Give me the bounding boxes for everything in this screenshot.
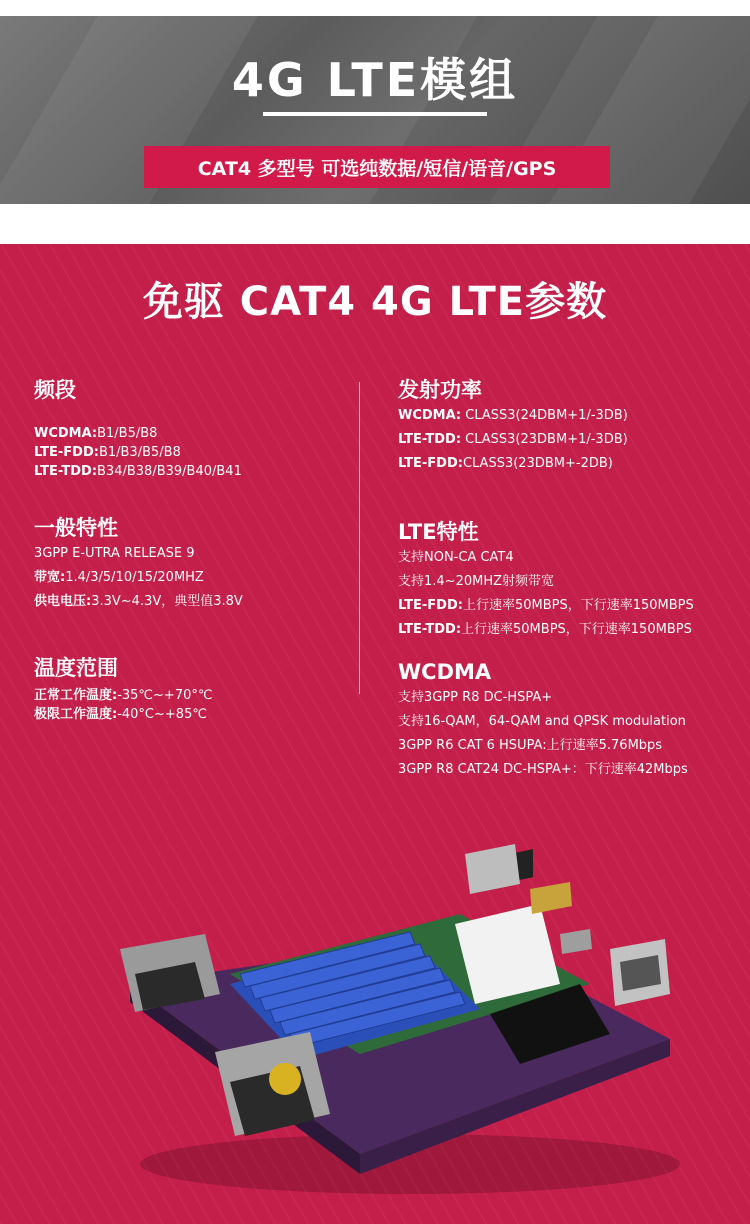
freq-band-section bbox=[34, 376, 242, 481]
lte-section bbox=[398, 518, 694, 642]
temperature-row bbox=[34, 686, 212, 705]
row-value: CLASS3(24DBM+1/-3DB) bbox=[461, 408, 628, 423]
lte-plain-line: 支持NON-CA CAT4 bbox=[398, 550, 514, 565]
row-value: -40°C~+85℃ bbox=[117, 707, 207, 722]
row-value: B34/B38/B39/B40/B41 bbox=[97, 464, 242, 479]
temperature-row bbox=[34, 705, 212, 724]
wcdma-heading: WCDMA bbox=[398, 660, 492, 684]
row-label: WCDMA: bbox=[34, 426, 98, 441]
row-label: WCDMA: bbox=[398, 408, 462, 423]
banner-title: 4G LTE模组 bbox=[231, 53, 519, 107]
wcdma-line: 支持3GPP R8 DC-HSPA+ bbox=[398, 690, 553, 705]
row-value: 3.3V~4.3V，典型值3.8V bbox=[91, 594, 243, 609]
tx-power-row bbox=[398, 428, 628, 452]
spec-title: 免驱 CAT4 4G LTE参数 bbox=[142, 279, 608, 325]
tx-power-section bbox=[398, 376, 628, 476]
row-value: B1/B5/B8 bbox=[97, 426, 158, 441]
row-label: 极限工作温度: bbox=[34, 707, 118, 722]
row-value: B1/B3/B5/B8 bbox=[98, 445, 181, 460]
row-value: 上行速率50MBPS，下行速率150MBPS bbox=[462, 598, 694, 613]
row-label: LTE-TDD: bbox=[398, 432, 462, 447]
row-label: LTE-TDD: bbox=[398, 622, 462, 637]
temperature-heading: 温度范围 bbox=[34, 656, 118, 680]
spec-panel bbox=[0, 244, 750, 1224]
row-label: 正常工作温度: bbox=[34, 688, 118, 703]
row-label: LTE-FDD: bbox=[398, 456, 463, 471]
lte-row bbox=[398, 594, 694, 618]
router-board-with-heatsink-image bbox=[110, 834, 680, 1204]
temperature-section bbox=[34, 654, 212, 724]
banner-underline bbox=[263, 112, 487, 116]
row-label: LTE-FDD: bbox=[398, 598, 463, 613]
general-section bbox=[34, 514, 243, 614]
top-banner bbox=[0, 16, 750, 204]
row-value: CLASS3(23DBM+1/-3DB) bbox=[461, 432, 628, 447]
freq-band-row bbox=[34, 424, 242, 443]
wcdma-line: 3GPP R8 CAT24 DC-HSPA+：下行速率42Mbps bbox=[398, 762, 688, 777]
column-divider bbox=[359, 382, 360, 694]
row-label: LTE-FDD: bbox=[34, 445, 99, 460]
banner-tagline: CAT4 多型号 可选纯数据/短信/语音/GPS bbox=[144, 146, 610, 188]
tx-power-heading: 发射功率 bbox=[398, 378, 482, 402]
row-value: CLASS3(23DBM+-2DB) bbox=[462, 456, 613, 471]
wcdma-section bbox=[398, 658, 688, 782]
lte-plain-line: 支持1.4~20MHZ射频带宽 bbox=[398, 574, 555, 589]
freq-band-row bbox=[34, 462, 242, 481]
row-label: 带宽: bbox=[34, 570, 66, 585]
release-line: 3GPP E-UTRA RELEASE 9 bbox=[34, 546, 195, 561]
row-value: 1.4/3/5/10/15/20MHZ bbox=[65, 570, 204, 585]
wcdma-line: 支持16-QAM，64-QAM and QPSK modulation bbox=[398, 714, 686, 729]
general-row bbox=[34, 590, 243, 614]
freq-band-heading: 频段 bbox=[34, 378, 76, 402]
freq-band-row bbox=[34, 443, 242, 462]
row-value: 上行速率50MBPS，下行速率150MBPS bbox=[461, 622, 692, 637]
row-label: LTE-TDD: bbox=[34, 464, 98, 479]
wcdma-line: 3GPP R6 CAT 6 HSUPA:上行速率5.76Mbps bbox=[398, 738, 663, 753]
lte-row bbox=[398, 618, 694, 642]
tx-power-row bbox=[398, 452, 628, 476]
general-heading: 一般特性 bbox=[34, 516, 118, 540]
general-row bbox=[34, 566, 243, 590]
row-label: 供电电压: bbox=[34, 594, 92, 609]
tx-power-row bbox=[398, 404, 628, 428]
row-value: -35℃~+70°℃ bbox=[117, 688, 213, 703]
lte-heading: LTE特性 bbox=[398, 520, 479, 544]
